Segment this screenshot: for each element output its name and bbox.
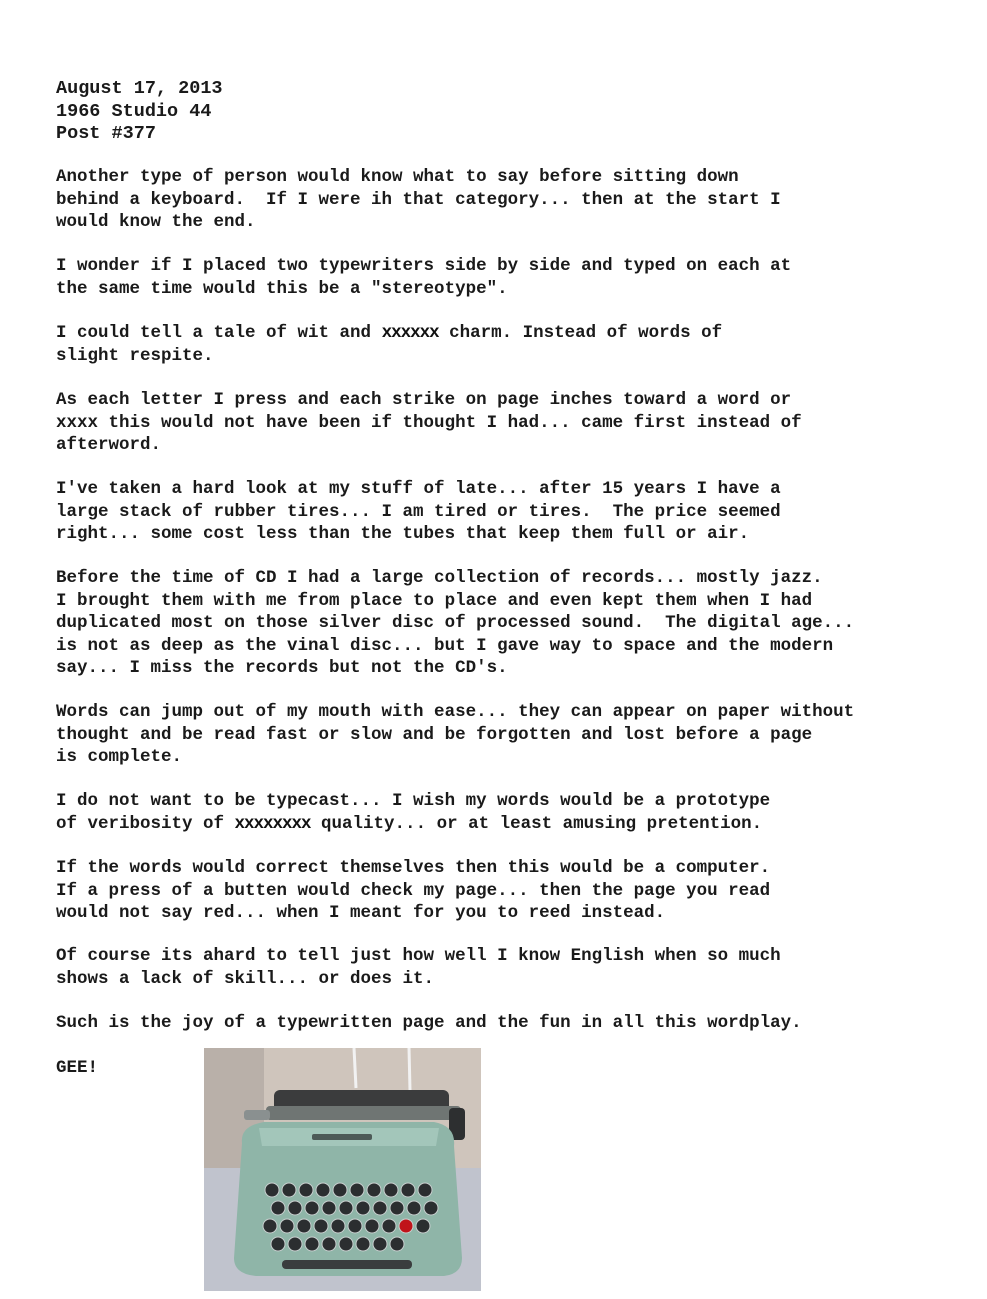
struck-out-word: xxxxxxxx xyxy=(234,813,311,834)
line: Such is the joy of a typewritten page and the fun in all this wordplay. xyxy=(56,1013,802,1033)
paragraph-6 xyxy=(56,567,854,680)
line: I brought them with me from place to place and even kept them when I had xyxy=(56,590,813,611)
line: I do not want to be typecast... I wish my words would be a prototype xyxy=(56,791,771,811)
post-header xyxy=(56,78,223,146)
line: xxxx this would not have been if thought I had... came first instead of xyxy=(56,412,802,433)
paragraph-5 xyxy=(56,478,781,546)
post-date: August 17, 2013 xyxy=(56,78,223,99)
line: thought and be read fast or slow and be forgotten and lost before a page xyxy=(56,724,813,745)
line: say... I miss the records but not the CD's. xyxy=(56,658,508,678)
line: of veribosity of xxxxxxxx quality... or at least amusing pretention. xyxy=(56,813,763,834)
line: Of course its ahard to tell just how well I know English when so much xyxy=(56,946,781,966)
paragraph-9 xyxy=(56,857,770,925)
struck-out-word: xxxxxx xyxy=(381,323,439,343)
line: If a press of a butten would check my page... then the page you read xyxy=(56,880,771,901)
line: I've taken a hard look at my stuff of late... after 15 years I have a xyxy=(56,479,781,499)
line: is complete. xyxy=(56,747,183,767)
line: duplicated most on those silver disc of processed sound. The digital age... xyxy=(56,613,855,633)
paragraph-11 xyxy=(56,1012,802,1035)
line: the same time would this be a "stereotype". xyxy=(56,278,508,299)
paragraph-8 xyxy=(56,790,770,835)
line: If the words would correct themselves then this would be a computer. xyxy=(56,858,771,878)
typewriter-illustration xyxy=(204,1048,481,1291)
line: Another type of person would know what to say before sitting down xyxy=(56,167,739,187)
line: As each letter I press and each strike on page inches toward a word or xyxy=(56,390,792,410)
line: would know the end. xyxy=(56,212,256,232)
line: behind a keyboard. If I were ih that category... then at the start I xyxy=(56,189,781,210)
paragraph-10 xyxy=(56,945,781,990)
paragraph-2 xyxy=(56,255,791,300)
line: Words can jump out of my mouth with ease... they can appear on paper without xyxy=(56,702,855,722)
typewriter-model: 1966 Studio 44 xyxy=(56,100,212,122)
line: shows a lack of skill... or does it. xyxy=(56,968,435,989)
line: I wonder if I placed two typewriters side by side and typed on each at xyxy=(56,256,792,276)
post-number: Post #377 xyxy=(56,123,156,144)
line: is not as deep as the vinal disc... but I gave way to space and the modern xyxy=(56,635,834,656)
line: afterword. xyxy=(56,435,162,455)
paragraph-3 xyxy=(56,322,722,367)
typewriter-photo xyxy=(204,1048,481,1291)
line: large stack of rubber tires... I am tired or tires. The price seemed xyxy=(56,501,781,522)
line: would not say red... when I meant for you to reed instead. xyxy=(56,903,666,923)
paragraph-4 xyxy=(56,389,802,457)
paragraph-7 xyxy=(56,701,854,769)
line: slight respite. xyxy=(56,345,214,366)
signature: GEE! xyxy=(56,1058,99,1078)
paragraph-1 xyxy=(56,166,781,234)
line: Before the time of CD I had a large collection of records... mostly jazz. xyxy=(56,568,823,588)
line: I could tell a tale of wit and xxxxxx charm. Instead of words of xyxy=(56,323,723,343)
line: right... some cost less than the tubes that keep them full or air. xyxy=(56,524,750,544)
